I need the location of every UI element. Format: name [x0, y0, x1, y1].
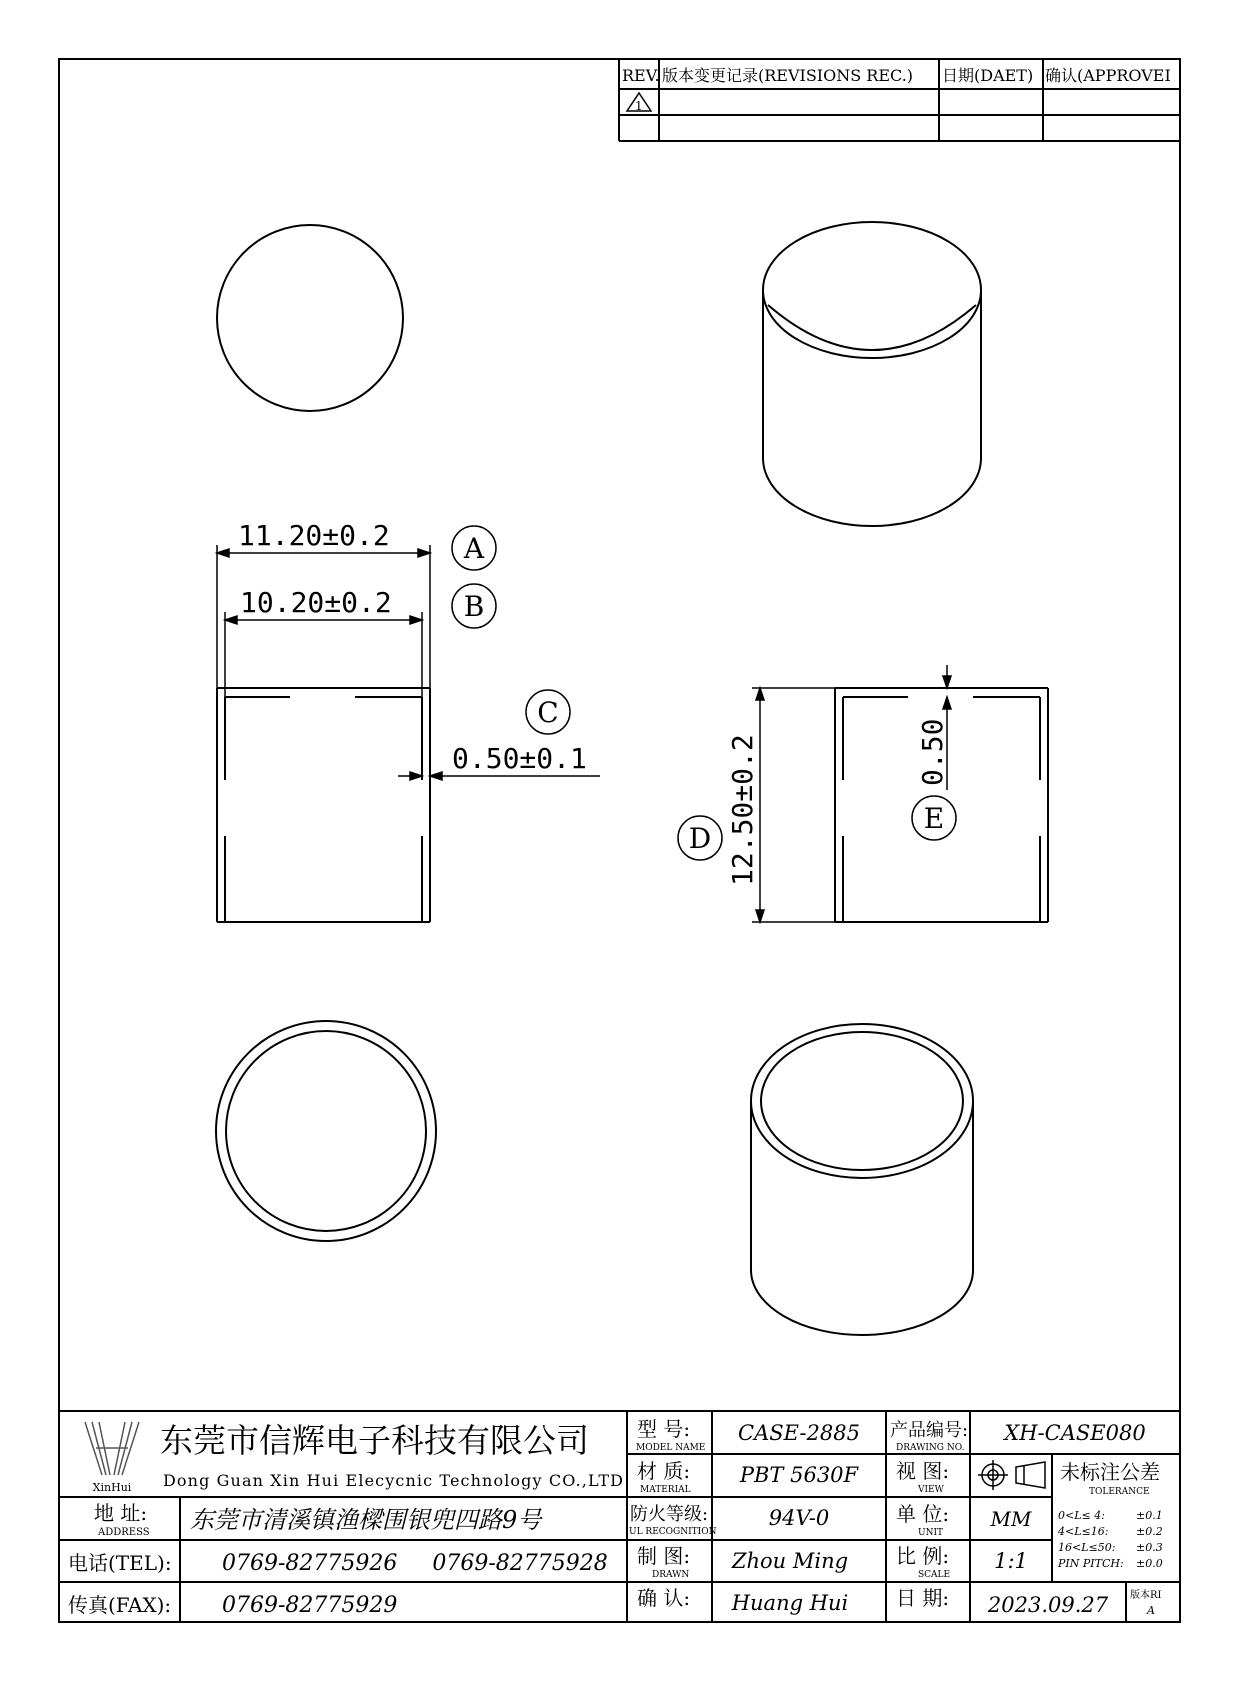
drawing-no-label-cn: 产品编号:: [890, 1420, 969, 1441]
version-value: A: [1147, 1604, 1155, 1617]
ul-label-en: UL RECOGNITION: [629, 1527, 717, 1537]
dimension-d-callout: [678, 816, 722, 860]
tolerance-title-cn: 未标注公差: [1060, 1460, 1160, 1484]
svg-text:A: A: [463, 532, 485, 565]
svg-text:D: D: [688, 822, 712, 855]
isometric-view-top: [763, 222, 981, 526]
ul-value: 94V-0: [768, 1506, 830, 1530]
logo-text: XinHui: [92, 1481, 132, 1494]
revision-triangle-icon: [627, 93, 651, 113]
drawing-no-value: XH-CASE080: [1004, 1421, 1146, 1445]
dimension-c-text: 0.50±0.1: [452, 742, 587, 775]
material-label-cn: 材 质:: [637, 1459, 691, 1483]
view-label-en: VIEW: [918, 1485, 944, 1495]
tolerance-value-2: ±0.2: [1136, 1525, 1163, 1538]
isometric-view-bottom: [751, 1024, 973, 1335]
dimension-e-text: 0.50: [916, 718, 949, 786]
tolerance-range-3: 16<L≤50:: [1058, 1541, 1116, 1554]
tel-label: 电话(TEL):: [68, 1551, 172, 1575]
company-name-en: Dong Guan Xin Hui Elecycnic Technology CO.,LTD: [163, 1471, 623, 1490]
revision-number: 1: [635, 99, 643, 113]
address-value: 东莞市清溪镇渔樑围银兜四路9号: [190, 1506, 542, 1534]
date-label: 日 期:: [896, 1586, 950, 1610]
model-label-cn: 型 号:: [637, 1417, 691, 1441]
fax-value: 0769-82775929: [222, 1593, 398, 1618]
scale-label-en: SCALE: [918, 1570, 951, 1580]
tolerance-title-en: TOLERANCE: [1089, 1487, 1150, 1497]
tolerance-range-2: 4<L≤16:: [1058, 1525, 1109, 1538]
address-label-en: ADDRESS: [98, 1527, 150, 1538]
dimension-b-callout: [452, 584, 496, 628]
view-label-cn: 视 图:: [896, 1459, 950, 1483]
tel-value: 0769-82775926 0769-82775928: [222, 1551, 608, 1576]
material-label-en: MATERIAL: [640, 1485, 691, 1495]
unit-label-en: UNIT: [918, 1528, 944, 1538]
svg-text:E: E: [923, 802, 945, 835]
company-logo: [85, 1422, 139, 1475]
drawn-label-en: DRAWN: [652, 1570, 690, 1580]
dimension-e-callout: [912, 796, 956, 840]
model-value: CASE-2885: [738, 1421, 860, 1445]
tolerance-range-1: 0<L≤ 4:: [1058, 1509, 1105, 1522]
version-label: 版本RI: [1130, 1590, 1162, 1601]
sheet-border: [59, 59, 1180, 1622]
revision-header-record: 版本变更记录(REVISIONS REC.): [662, 66, 914, 85]
scale-value: 1:1: [994, 1549, 1028, 1573]
top-view-circle: [217, 225, 403, 411]
revision-header-rev: REV.: [622, 66, 660, 85]
tolerance-value-3: ±0.3: [1136, 1541, 1163, 1554]
company-name-cn: 东莞市信辉电子科技有限公司: [160, 1421, 589, 1460]
unit-value: MM: [990, 1507, 1032, 1531]
address-label-cn: 地 址:: [94, 1501, 148, 1525]
material-value: PBT 5630F: [739, 1463, 859, 1487]
dimension-a-callout: [452, 526, 496, 570]
date-value: 2023.09.27: [987, 1593, 1109, 1617]
svg-text:C: C: [537, 696, 559, 729]
tolerance-value-1: ±0.1: [1136, 1509, 1163, 1522]
dimension-b-lines: [225, 612, 422, 697]
svg-text:B: B: [463, 590, 485, 623]
tolerance-range-4: PIN PITCH:: [1058, 1557, 1124, 1570]
model-label-en: MODEL NAME: [636, 1443, 706, 1453]
confirm-label: 确 认:: [637, 1586, 691, 1610]
front-section-view: [217, 688, 430, 922]
ul-label-cn: 防火等级:: [630, 1504, 709, 1525]
confirm-value: Huang Hui: [731, 1591, 849, 1615]
bottom-view-ring: [216, 1021, 436, 1241]
drawn-value: Zhou Ming: [731, 1549, 849, 1573]
dimension-d-lines: [752, 688, 835, 922]
drawing-no-label-en: DRAWING NO.: [896, 1443, 965, 1453]
tolerance-value-4: ±0.0: [1136, 1557, 1163, 1570]
dimension-d-text: 12.50±0.2: [726, 734, 759, 886]
dimension-c-callout: [526, 690, 570, 734]
dimension-b-text: 10.20±0.2: [240, 586, 392, 619]
fax-label: 传真(FAX):: [68, 1593, 172, 1617]
scale-label-cn: 比 例:: [896, 1544, 950, 1568]
dimension-a-text: 11.20±0.2: [238, 519, 390, 552]
drawn-label-cn: 制 图:: [637, 1544, 691, 1568]
revision-header-approve: 确认(APPROVEI: [1045, 66, 1171, 85]
projection-symbol-icon: [978, 1460, 1045, 1490]
unit-label-cn: 单 位:: [896, 1502, 950, 1526]
revision-header-date: 日期(DAET): [942, 66, 1034, 85]
